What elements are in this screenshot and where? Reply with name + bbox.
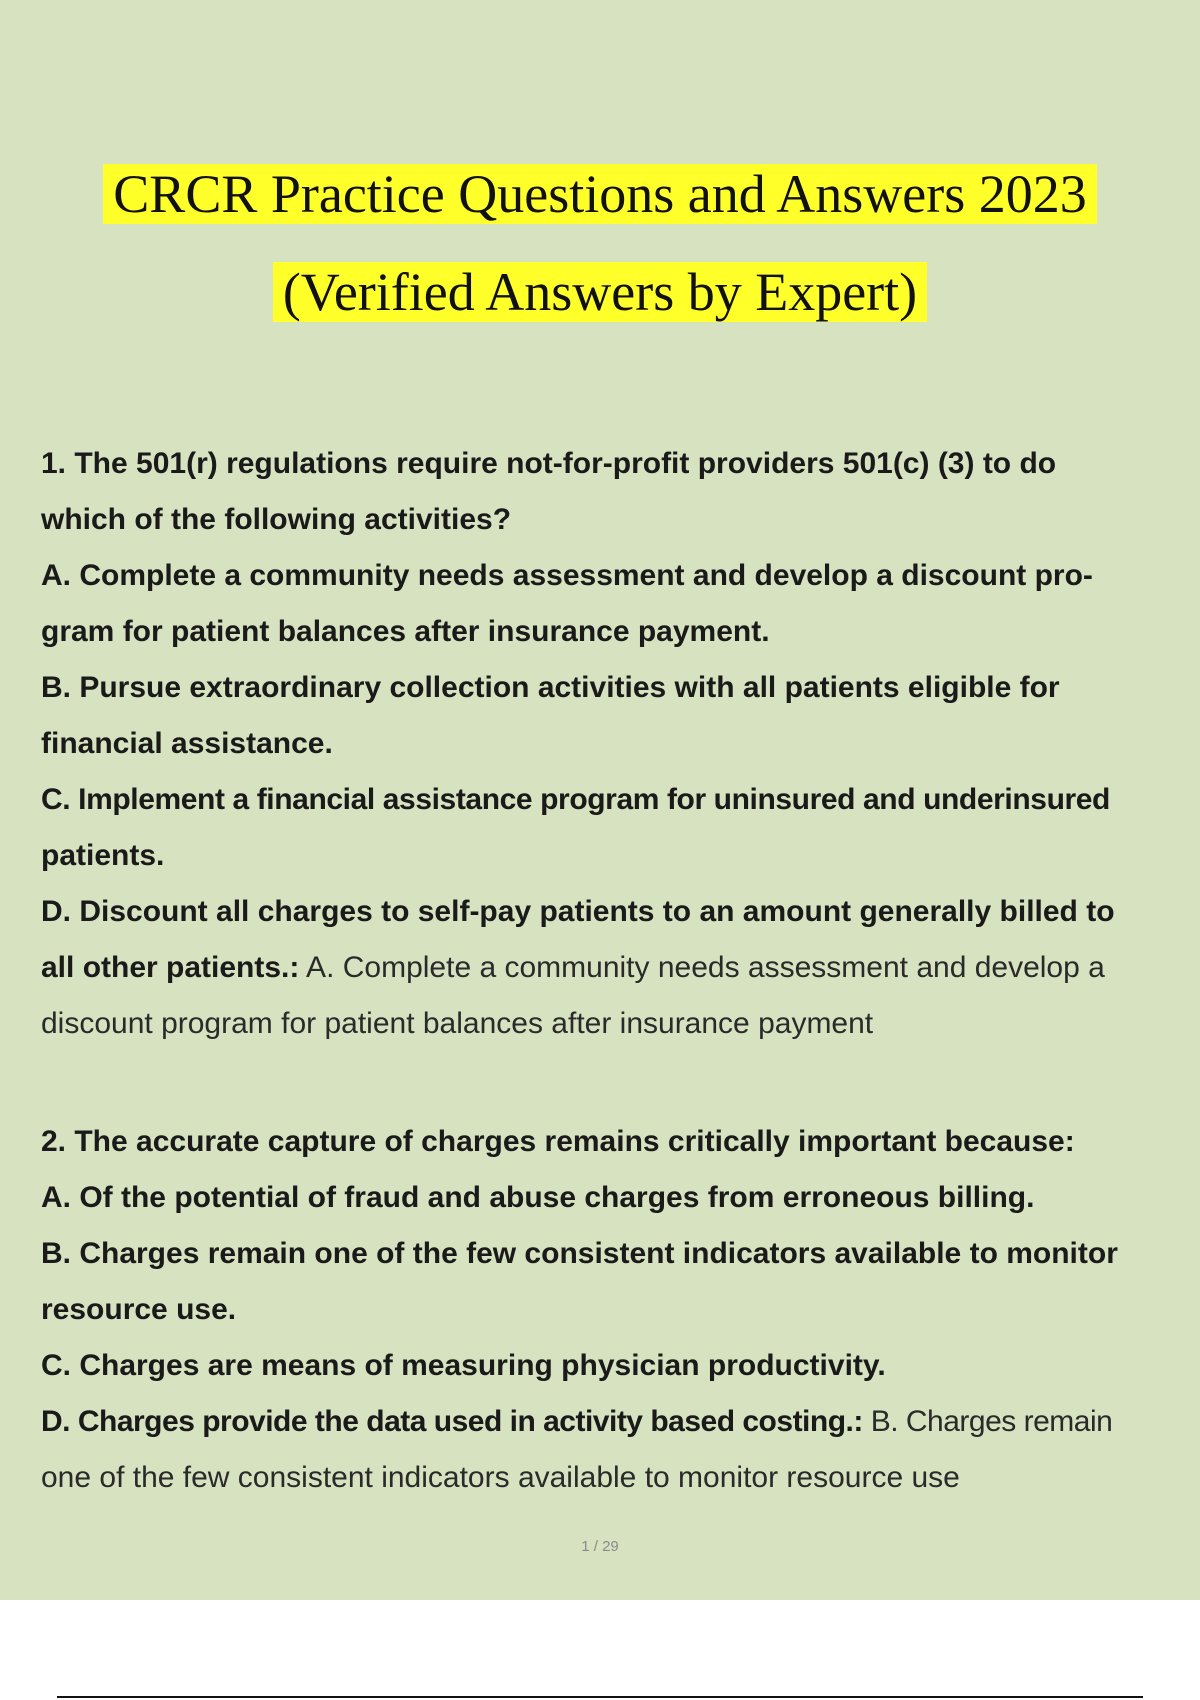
question-1-option-c: C. Implement a financial assistance program for uninsured and underinsured (41, 783, 1110, 816)
question-1 (41, 436, 1191, 1052)
question-2 (41, 1114, 1191, 1506)
page-indicator: 1 / 29 (581, 1538, 619, 1555)
question-1-option-a: A. Complete a community needs assessment and develop a discount pro- (41, 559, 1093, 592)
question-1-answer: A. Complete a community needs assessment and develop a (299, 951, 1105, 984)
question-2-answer-cont: one of the few consistent indicators available to monitor resource use (41, 1461, 960, 1494)
question-2-option-c: C. Charges are means of measuring physician productivity. (41, 1349, 886, 1382)
question-1-option-a-cont: gram for patient balances after insurance payment. (41, 615, 770, 648)
question-1-answer-line (41, 940, 1191, 996)
question-1-option-d: D. Discount all charges to self-pay patients to an amount generally billed to (41, 895, 1115, 928)
question-1-text-line: 1. The 501(r) regulations require not-for-profit providers 501(c) (3) to do (41, 447, 1057, 480)
document-title-line-2: (Verified Answers by Expert) (0, 258, 1200, 326)
question-2-option-d: D. Charges provide the data used in activity based costing.: (41, 1405, 863, 1438)
question-1-text-line: which of the following activities? (41, 503, 512, 536)
bottom-divider (57, 1696, 1143, 1698)
question-1-option-b-cont: financial assistance. (41, 727, 333, 760)
question-1-option-c-cont: patients. (41, 839, 165, 872)
question-2-text-line: 2. The accurate capture of charges remains critically important because: (41, 1125, 1075, 1158)
question-2-option-b: B. Charges remain one of the few consistent indicators available to monitor (41, 1237, 1118, 1270)
question-2-option-b-cont: resource use. (41, 1293, 237, 1326)
question-1-option-b: B. Pursue extraordinary collection activities with all patients eligible for (41, 671, 1060, 704)
question-2-answer-line (41, 1394, 1191, 1450)
question-1-option-d-cont: all other patients.: (41, 951, 300, 984)
question-1-answer-cont: discount program for patient balances after insurance payment (41, 1007, 874, 1040)
question-2-option-a: A. Of the potential of fraud and abuse charges from erroneous billing. (41, 1181, 1035, 1214)
question-2-answer: B. Charges remain (862, 1405, 1113, 1438)
document-title-line-1: CRCR Practice Questions and Answers 2023 (0, 160, 1200, 228)
